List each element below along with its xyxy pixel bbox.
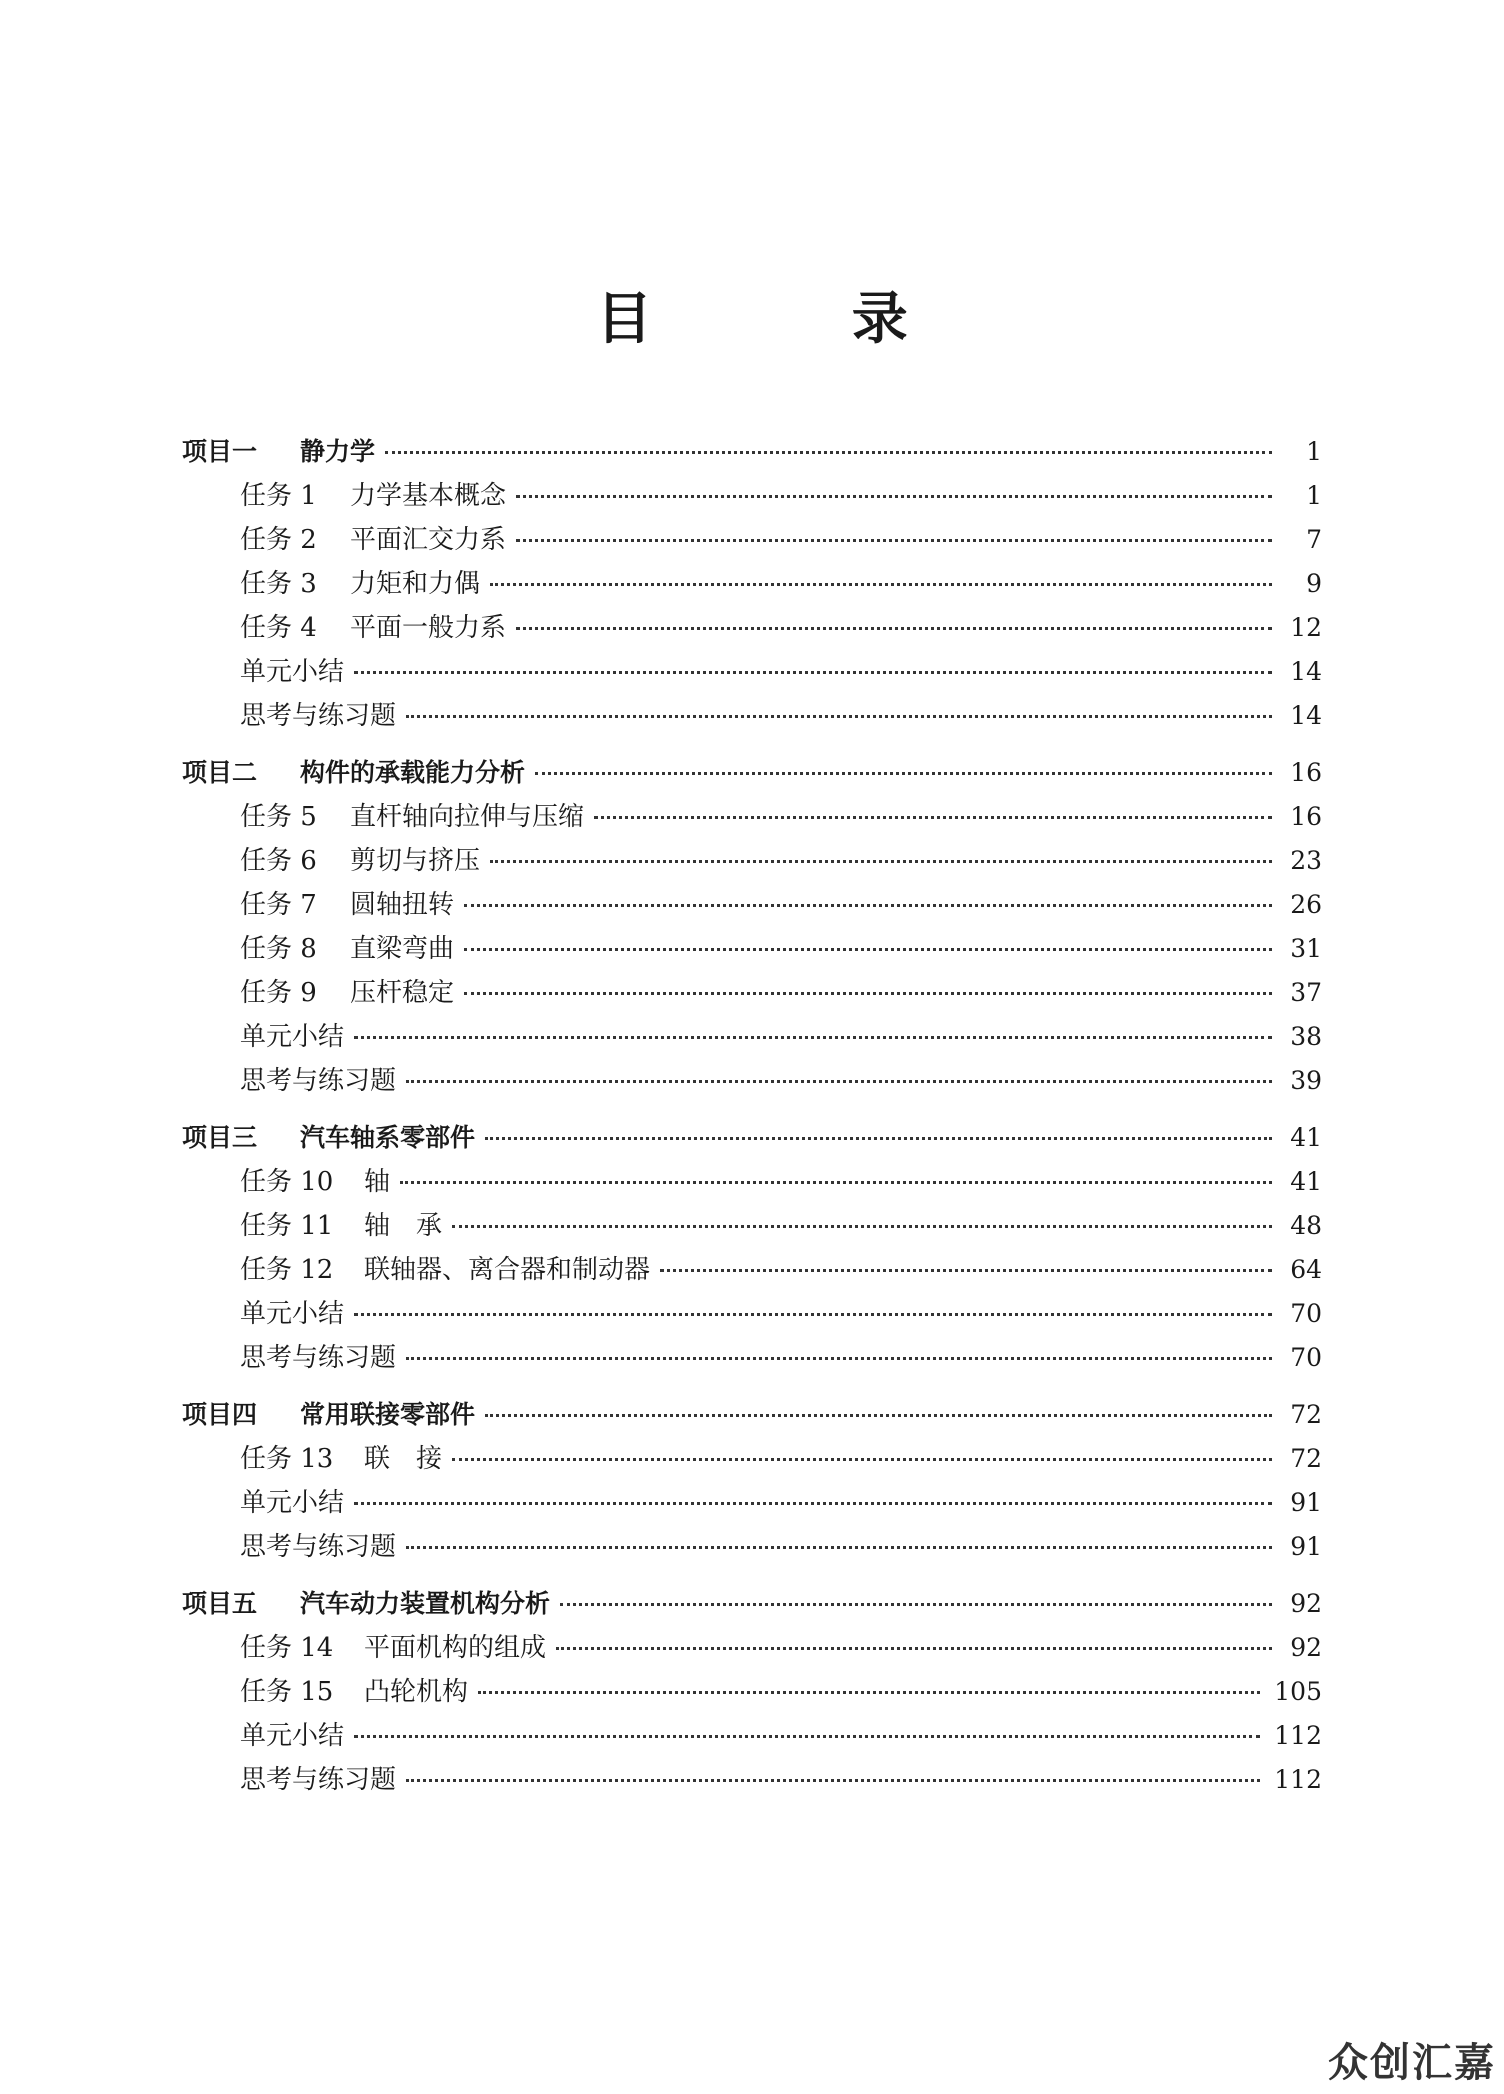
toc-project-entry[interactable] (182, 430, 1322, 474)
toc-task-entry[interactable] (182, 1437, 1322, 1481)
page-number: 39 (1290, 1066, 1322, 1095)
table-of-contents (182, 430, 1322, 1815)
task-title: 思考与练习题 (240, 1765, 397, 1795)
page-number: 14 (1290, 701, 1322, 730)
toc-task-entry[interactable] (182, 1015, 1322, 1059)
toc-task-entry[interactable] (182, 606, 1322, 650)
dot-leader (516, 495, 1272, 498)
page-number: 72 (1290, 1444, 1322, 1473)
project-title: 汽车轴系零部件 (300, 1123, 476, 1152)
page-number: 23 (1290, 846, 1322, 875)
dot-leader (464, 904, 1272, 907)
task-title: 直梁弯曲 (350, 934, 455, 964)
project-number: 项目四 (182, 1400, 258, 1429)
toc-task-entry[interactable] (182, 694, 1322, 738)
task-number: 任务 3 (240, 569, 317, 599)
dot-leader (490, 860, 1272, 863)
task-number: 任务 7 (240, 890, 317, 920)
toc-task-entry[interactable] (182, 1336, 1322, 1380)
project-number: 项目二 (182, 758, 258, 787)
task-number: 任务 13 (240, 1444, 334, 1474)
task-number: 任务 8 (240, 934, 317, 964)
page-number: 91 (1290, 1532, 1322, 1561)
page-number: 16 (1290, 758, 1322, 787)
task-number: 任务 10 (240, 1167, 334, 1197)
dot-leader (560, 1603, 1272, 1606)
toc-project-entry[interactable] (182, 1393, 1322, 1437)
page-number: 92 (1290, 1633, 1322, 1662)
toc-task-entry[interactable] (182, 1292, 1322, 1336)
toc-task-entry[interactable] (182, 562, 1322, 606)
toc-task-entry[interactable] (182, 1481, 1322, 1525)
task-title: 平面一般力系 (350, 613, 507, 643)
toc-task-entry[interactable] (182, 1160, 1322, 1204)
dot-leader (354, 1502, 1272, 1505)
project-number: 项目一 (182, 437, 258, 466)
dot-leader (464, 992, 1272, 995)
task-title: 轴 承 (364, 1211, 443, 1241)
task-number: 任务 11 (240, 1211, 334, 1241)
toc-project-entry[interactable] (182, 1116, 1322, 1160)
task-number: 任务 14 (240, 1633, 334, 1663)
toc-task-entry[interactable] (182, 1626, 1322, 1670)
page-number: 112 (1274, 1721, 1322, 1750)
dot-leader (354, 1313, 1272, 1316)
dot-leader (406, 1357, 1272, 1360)
toc-task-entry[interactable] (182, 474, 1322, 518)
page-number: 9 (1306, 569, 1322, 598)
dot-leader (406, 1546, 1272, 1549)
page-number: 26 (1290, 890, 1322, 919)
dot-leader (485, 1414, 1272, 1417)
toc-task-entry[interactable] (182, 1525, 1322, 1569)
task-title: 轴 (364, 1167, 391, 1197)
dot-leader (400, 1181, 1272, 1184)
project-title: 汽车动力装置机构分析 (300, 1589, 551, 1618)
task-number: 任务 6 (240, 846, 317, 876)
page-number: 91 (1290, 1488, 1322, 1517)
page-number: 72 (1290, 1400, 1322, 1429)
task-title: 思考与练习题 (240, 1343, 397, 1373)
task-number: 任务 12 (240, 1255, 334, 1285)
task-title: 圆轴扭转 (350, 890, 455, 920)
task-title: 平面机构的组成 (364, 1633, 547, 1663)
toc-task-entry[interactable] (182, 1758, 1322, 1802)
task-title: 联轴器、离合器和制动器 (364, 1255, 651, 1285)
dot-leader (556, 1647, 1272, 1650)
toc-task-entry[interactable] (182, 1248, 1322, 1292)
task-title: 力矩和力偶 (350, 569, 481, 599)
task-title: 凸轮机构 (364, 1677, 469, 1707)
toc-task-entry[interactable] (182, 883, 1322, 927)
dot-leader (406, 1779, 1260, 1782)
dot-leader (464, 948, 1272, 951)
page-number: 1 (1306, 437, 1322, 466)
dot-leader (516, 627, 1272, 630)
page-title: 目 录 (596, 287, 998, 352)
toc-task-entry[interactable] (182, 1714, 1322, 1758)
task-number: 任务 9 (240, 978, 317, 1008)
toc-task-entry[interactable] (182, 839, 1322, 883)
toc-task-entry[interactable] (182, 1204, 1322, 1248)
toc-task-entry[interactable] (182, 795, 1322, 839)
project-title: 常用联接零部件 (300, 1400, 476, 1429)
task-title: 力学基本概念 (350, 481, 507, 511)
dot-leader (535, 772, 1272, 775)
task-title: 单元小结 (240, 1488, 345, 1518)
page-number: 112 (1274, 1765, 1322, 1794)
dot-leader (354, 1036, 1272, 1039)
task-title: 思考与练习题 (240, 1532, 397, 1562)
dot-leader (594, 816, 1272, 819)
page-number: 70 (1290, 1299, 1322, 1328)
project-number: 项目五 (182, 1589, 258, 1618)
task-title: 平面汇交力系 (350, 525, 507, 555)
page-number: 105 (1274, 1677, 1322, 1706)
dot-leader (490, 583, 1272, 586)
task-title: 单元小结 (240, 1721, 345, 1751)
task-number: 任务 1 (240, 481, 317, 511)
page-number: 41 (1290, 1123, 1322, 1152)
watermark-logo: 众创汇嘉 (1328, 2040, 1496, 2086)
dot-leader (385, 451, 1272, 454)
toc-section (182, 1116, 1322, 1380)
toc-task-entry[interactable] (182, 927, 1322, 971)
task-title: 单元小结 (240, 1022, 345, 1052)
task-number: 任务 15 (240, 1677, 334, 1707)
page-number: 7 (1306, 525, 1322, 554)
dot-leader (452, 1225, 1272, 1228)
toc-section (182, 751, 1322, 1103)
page-number: 41 (1290, 1167, 1322, 1196)
task-number: 任务 2 (240, 525, 317, 555)
page-number: 1 (1306, 481, 1322, 510)
page-number: 92 (1290, 1589, 1322, 1618)
toc-section (182, 1393, 1322, 1569)
project-title: 构件的承载能力分析 (300, 758, 526, 787)
toc-task-entry[interactable] (182, 518, 1322, 562)
page-number: 31 (1290, 934, 1322, 963)
page-number: 48 (1290, 1211, 1322, 1240)
task-title: 思考与练习题 (240, 701, 397, 731)
page-number: 14 (1290, 657, 1322, 686)
dot-leader (516, 539, 1272, 542)
toc-task-entry[interactable] (182, 1059, 1322, 1103)
page-number: 64 (1290, 1255, 1322, 1284)
project-title: 静力学 (300, 437, 376, 466)
task-title: 单元小结 (240, 657, 345, 687)
page-number: 16 (1290, 802, 1322, 831)
toc-task-entry[interactable] (182, 1670, 1322, 1714)
toc-section (182, 1582, 1322, 1802)
dot-leader (406, 715, 1272, 718)
toc-project-entry[interactable] (182, 1582, 1322, 1626)
toc-task-entry[interactable] (182, 650, 1322, 694)
task-title: 直杆轴向拉伸与压缩 (350, 802, 585, 832)
toc-section (182, 430, 1322, 738)
dot-leader (452, 1458, 1272, 1461)
dot-leader (485, 1137, 1272, 1140)
toc-project-entry[interactable] (182, 751, 1322, 795)
task-number: 任务 5 (240, 802, 317, 832)
task-title: 单元小结 (240, 1299, 345, 1329)
toc-task-entry[interactable] (182, 971, 1322, 1015)
task-title: 联 接 (364, 1444, 443, 1474)
page-number: 38 (1290, 1022, 1322, 1051)
page-number: 70 (1290, 1343, 1322, 1372)
dot-leader (354, 1735, 1260, 1738)
dot-leader (660, 1269, 1272, 1272)
task-title: 剪切与挤压 (350, 846, 481, 876)
page-number: 37 (1290, 978, 1322, 1007)
dot-leader (478, 1691, 1260, 1694)
page-number: 12 (1290, 613, 1322, 642)
task-title: 思考与练习题 (240, 1066, 397, 1096)
dot-leader (354, 671, 1272, 674)
dot-leader (406, 1080, 1272, 1083)
task-title: 压杆稳定 (350, 978, 455, 1008)
project-number: 项目三 (182, 1123, 258, 1152)
task-number: 任务 4 (240, 613, 317, 643)
